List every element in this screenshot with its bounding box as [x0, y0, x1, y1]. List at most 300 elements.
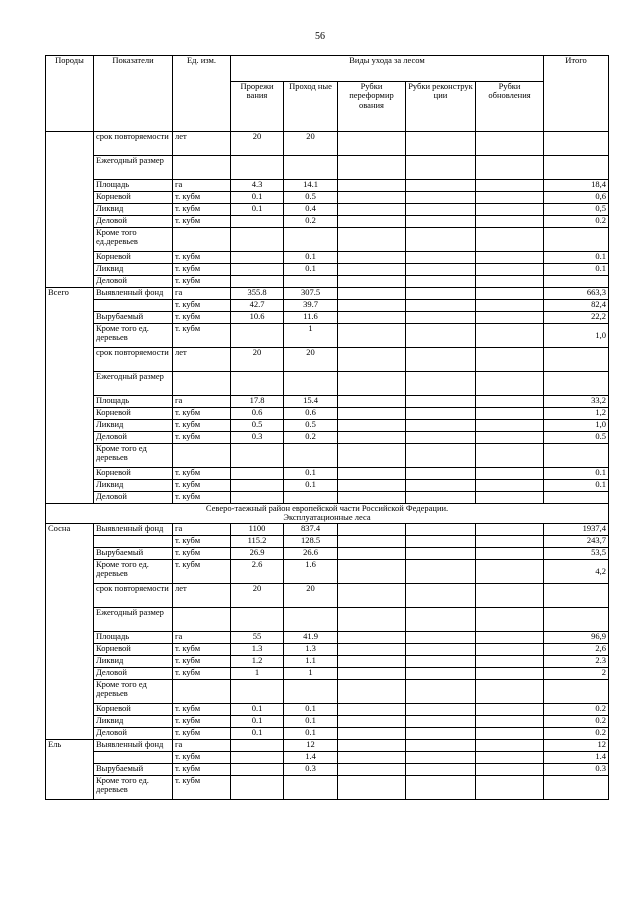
recon-cutting-cell: [406, 559, 476, 583]
table-row: [46, 432, 609, 444]
thinning-cell: 20: [231, 583, 284, 607]
total-cell: 0.2: [544, 216, 609, 228]
renewal-cutting-cell: [476, 775, 544, 799]
table-row: [46, 396, 609, 408]
unit-cell: т. кубм: [173, 192, 231, 204]
thinning-cell: 42.7: [231, 300, 284, 312]
thinning-cell: [231, 264, 284, 276]
table-row: [46, 643, 609, 655]
indicator-cell: Корневой: [94, 252, 173, 264]
total-cell: [544, 348, 609, 372]
total-cell: 1,0: [544, 420, 609, 432]
indicator-cell: Площадь: [94, 180, 173, 192]
renewal-cutting-cell: [476, 444, 544, 468]
recon-cutting-cell: [406, 348, 476, 372]
passing-cell: 14.1: [284, 180, 338, 192]
unit-cell: т. кубм: [173, 408, 231, 420]
passing-cell: 41.9: [284, 631, 338, 643]
passing-cell: 0.1: [284, 480, 338, 492]
table-row: [46, 631, 609, 643]
recon-cutting-cell: [406, 252, 476, 264]
thinning-cell: 0.6: [231, 408, 284, 420]
indicator-cell: Кроме того ед деревьев: [94, 444, 173, 468]
reform-cutting-cell: [338, 643, 406, 655]
passing-cell: 0.5: [284, 420, 338, 432]
indicator-cell: Ежегодный размер: [94, 372, 173, 396]
renewal-cutting-cell: [476, 631, 544, 643]
total-cell: 243,7: [544, 535, 609, 547]
recon-cutting-cell: [406, 288, 476, 300]
reform-cutting-cell: [338, 348, 406, 372]
renewal-cutting-cell: [476, 192, 544, 204]
indicator-cell: Корневой: [94, 643, 173, 655]
recon-cutting-cell: [406, 180, 476, 192]
recon-cutting-cell: [406, 156, 476, 180]
indicator-cell: Вырубаемый: [94, 547, 173, 559]
unit-cell: т. кубм: [173, 559, 231, 583]
table-row: [46, 264, 609, 276]
species-cell: Всего: [46, 288, 94, 504]
reform-cutting-cell: [338, 523, 406, 535]
renewal-cutting-cell: [476, 763, 544, 775]
indicator-cell: Кроме того ед деревьев: [94, 679, 173, 703]
recon-cutting-cell: [406, 631, 476, 643]
renewal-cutting-cell: [476, 288, 544, 300]
thinning-cell: 115.2: [231, 535, 284, 547]
renewal-cutting-cell: [476, 583, 544, 607]
renewal-cutting-cell: [476, 655, 544, 667]
total-cell: [544, 156, 609, 180]
passing-cell: 11.6: [284, 312, 338, 324]
renewal-cutting-cell: [476, 264, 544, 276]
table-row: [46, 180, 609, 192]
passing-cell: 0.4: [284, 204, 338, 216]
total-cell: 82,4: [544, 300, 609, 312]
reform-cutting-cell: [338, 559, 406, 583]
table-row: [46, 324, 609, 348]
renewal-cutting-cell: [476, 679, 544, 703]
recon-cutting-cell: [406, 264, 476, 276]
passing-cell: 26.6: [284, 547, 338, 559]
passing-cell: [284, 607, 338, 631]
reform-cutting-cell: [338, 480, 406, 492]
renewal-cutting-cell: [476, 468, 544, 480]
table-row: [46, 228, 609, 252]
total-cell: 96,9: [544, 631, 609, 643]
recon-cutting-cell: [406, 228, 476, 252]
recon-cutting-cell: [406, 132, 476, 156]
indicator-cell: Ликвид: [94, 204, 173, 216]
table-row: [46, 204, 609, 216]
renewal-cutting-cell: [476, 643, 544, 655]
unit-cell: га: [173, 739, 231, 751]
thinning-cell: [231, 480, 284, 492]
recon-cutting-cell: [406, 643, 476, 655]
reform-cutting-cell: [338, 180, 406, 192]
renewal-cutting-cell: [476, 480, 544, 492]
region-title-line2: Эксплуатационные леса: [283, 512, 371, 523]
recon-cutting-cell: [406, 739, 476, 751]
indicator-cell: Ликвид: [94, 480, 173, 492]
col-header-total: Итого: [544, 56, 609, 132]
species-cell: [46, 132, 94, 288]
table-row: [46, 679, 609, 703]
forest-care-table: [45, 55, 609, 800]
passing-cell: 0.1: [284, 468, 338, 480]
reform-cutting-cell: [338, 192, 406, 204]
renewal-cutting-cell: [476, 252, 544, 264]
table-row: [46, 216, 609, 228]
renewal-cutting-cell: [476, 408, 544, 420]
thinning-cell: 0.1: [231, 703, 284, 715]
table-row: [46, 715, 609, 727]
unit-cell: [173, 444, 231, 468]
thinning-cell: [231, 763, 284, 775]
renewal-cutting-cell: [476, 559, 544, 583]
passing-cell: [284, 228, 338, 252]
region-section-row: [46, 504, 609, 524]
unit-cell: т. кубм: [173, 324, 231, 348]
recon-cutting-cell: [406, 727, 476, 739]
reform-cutting-cell: [338, 372, 406, 396]
renewal-cutting-cell: [476, 324, 544, 348]
reform-cutting-cell: [338, 312, 406, 324]
reform-cutting-cell: [338, 727, 406, 739]
reform-cutting-cell: [338, 607, 406, 631]
recon-cutting-cell: [406, 408, 476, 420]
thinning-cell: [231, 324, 284, 348]
reform-cutting-cell: [338, 420, 406, 432]
total-cell: [544, 372, 609, 396]
renewal-cutting-cell: [476, 492, 544, 504]
species-cell: Ель: [46, 739, 94, 799]
renewal-cutting-cell: [476, 156, 544, 180]
unit-cell: т. кубм: [173, 264, 231, 276]
recon-cutting-cell: [406, 324, 476, 348]
recon-cutting-cell: [406, 300, 476, 312]
reform-cutting-cell: [338, 547, 406, 559]
table-row: [46, 300, 609, 312]
indicator-cell: Выявленный фонд: [94, 288, 173, 300]
species-cell: Сосна: [46, 523, 94, 739]
indicator-cell: Ликвид: [94, 264, 173, 276]
unit-cell: т. кубм: [173, 216, 231, 228]
total-cell: 1,2: [544, 408, 609, 420]
indicator-cell: Кроме того ед. деревьев: [94, 559, 173, 583]
renewal-cutting-cell: [476, 432, 544, 444]
col-header-renewal-cutting: Рубки обновления: [476, 82, 544, 132]
total-cell: [544, 775, 609, 799]
total-cell: 0.3: [544, 763, 609, 775]
reform-cutting-cell: [338, 396, 406, 408]
unit-cell: га: [173, 396, 231, 408]
thinning-cell: 1100: [231, 523, 284, 535]
thinning-cell: 0.3: [231, 432, 284, 444]
total-cell: 0.2: [544, 715, 609, 727]
indicator-cell: Вырубаемый: [94, 312, 173, 324]
recon-cutting-cell: [406, 192, 476, 204]
thinning-cell: 0.1: [231, 727, 284, 739]
col-header-indicators: Показатели: [94, 56, 173, 132]
unit-cell: га: [173, 631, 231, 643]
unit-cell: га: [173, 288, 231, 300]
passing-cell: [284, 679, 338, 703]
passing-cell: [284, 444, 338, 468]
passing-cell: 0.6: [284, 408, 338, 420]
total-cell: 1,0: [544, 324, 609, 348]
indicator-cell: Вырубаемый: [94, 763, 173, 775]
renewal-cutting-cell: [476, 535, 544, 547]
table-row: [46, 348, 609, 372]
thinning-cell: [231, 492, 284, 504]
indicator-cell: Выявленный фонд: [94, 739, 173, 751]
reform-cutting-cell: [338, 763, 406, 775]
indicator-cell: Корневой: [94, 468, 173, 480]
recon-cutting-cell: [406, 372, 476, 396]
recon-cutting-cell: [406, 480, 476, 492]
unit-cell: [173, 228, 231, 252]
renewal-cutting-cell: [476, 204, 544, 216]
table-row: [46, 288, 609, 300]
unit-cell: т. кубм: [173, 643, 231, 655]
thinning-cell: 1.3: [231, 643, 284, 655]
passing-cell: 1.1: [284, 655, 338, 667]
thinning-cell: [231, 607, 284, 631]
recon-cutting-cell: [406, 312, 476, 324]
thinning-cell: 20: [231, 132, 284, 156]
total-cell: 22,2: [544, 312, 609, 324]
reform-cutting-cell: [338, 324, 406, 348]
passing-cell: 12: [284, 739, 338, 751]
unit-cell: т. кубм: [173, 727, 231, 739]
table-row: [46, 132, 609, 156]
reform-cutting-cell: [338, 228, 406, 252]
total-cell: 0.1: [544, 468, 609, 480]
indicator-cell: Деловой: [94, 276, 173, 288]
passing-cell: 15.4: [284, 396, 338, 408]
total-cell: [544, 583, 609, 607]
renewal-cutting-cell: [476, 727, 544, 739]
thinning-cell: 0.1: [231, 204, 284, 216]
reform-cutting-cell: [338, 432, 406, 444]
table-row: [46, 523, 609, 535]
renewal-cutting-cell: [476, 667, 544, 679]
unit-cell: лет: [173, 348, 231, 372]
indicator-cell: Площадь: [94, 631, 173, 643]
total-cell: [544, 679, 609, 703]
thinning-cell: 355.8: [231, 288, 284, 300]
thinning-cell: 0.1: [231, 715, 284, 727]
passing-cell: 1: [284, 667, 338, 679]
reform-cutting-cell: [338, 703, 406, 715]
indicator-cell: Деловой: [94, 216, 173, 228]
passing-cell: 837.4: [284, 523, 338, 535]
thinning-cell: 0.5: [231, 420, 284, 432]
unit-cell: лет: [173, 583, 231, 607]
indicator-cell: Ежегодный размер: [94, 156, 173, 180]
reform-cutting-cell: [338, 300, 406, 312]
total-cell: 2,6: [544, 643, 609, 655]
unit-cell: га: [173, 180, 231, 192]
col-header-thinning: Прорежи вания: [231, 82, 284, 132]
col-header-species: Породы: [46, 56, 94, 132]
table-row: [46, 583, 609, 607]
total-cell: 1937,4: [544, 523, 609, 535]
thinning-cell: 20: [231, 348, 284, 372]
recon-cutting-cell: [406, 751, 476, 763]
unit-cell: га: [173, 523, 231, 535]
table-row: [46, 192, 609, 204]
passing-cell: 20: [284, 132, 338, 156]
unit-cell: т. кубм: [173, 312, 231, 324]
reform-cutting-cell: [338, 276, 406, 288]
passing-cell: [284, 276, 338, 288]
total-cell: 0.1: [544, 252, 609, 264]
unit-cell: т. кубм: [173, 468, 231, 480]
recon-cutting-cell: [406, 420, 476, 432]
table-row: [46, 535, 609, 547]
total-cell: 18,4: [544, 180, 609, 192]
renewal-cutting-cell: [476, 751, 544, 763]
unit-cell: т. кубм: [173, 715, 231, 727]
reform-cutting-cell: [338, 444, 406, 468]
unit-cell: лет: [173, 132, 231, 156]
passing-cell: [284, 156, 338, 180]
recon-cutting-cell: [406, 715, 476, 727]
total-cell: 663,3: [544, 288, 609, 300]
passing-cell: 20: [284, 583, 338, 607]
table-row: [46, 420, 609, 432]
total-cell: 33,2: [544, 396, 609, 408]
passing-cell: [284, 492, 338, 504]
passing-cell: 0.1: [284, 727, 338, 739]
indicator-cell: Деловой: [94, 727, 173, 739]
total-cell: [544, 276, 609, 288]
thinning-cell: [231, 252, 284, 264]
indicator-cell: срок повторяемости: [94, 583, 173, 607]
thinning-cell: 55: [231, 631, 284, 643]
recon-cutting-cell: [406, 216, 476, 228]
reform-cutting-cell: [338, 775, 406, 799]
total-cell: [544, 492, 609, 504]
unit-cell: т. кубм: [173, 703, 231, 715]
passing-cell: 1.3: [284, 643, 338, 655]
thinning-cell: [231, 276, 284, 288]
unit-cell: т. кубм: [173, 655, 231, 667]
renewal-cutting-cell: [476, 348, 544, 372]
indicator-cell: Ликвид: [94, 715, 173, 727]
total-cell: 2.3: [544, 655, 609, 667]
indicator-cell: Кроме того ед. деревьев: [94, 775, 173, 799]
reform-cutting-cell: [338, 468, 406, 480]
unit-cell: т. кубм: [173, 751, 231, 763]
indicator-cell: Выявленный фонд: [94, 523, 173, 535]
total-cell: 0.5: [544, 432, 609, 444]
recon-cutting-cell: [406, 444, 476, 468]
reform-cutting-cell: [338, 288, 406, 300]
indicator-cell: срок повторяемости: [94, 132, 173, 156]
renewal-cutting-cell: [476, 523, 544, 535]
passing-cell: [284, 372, 338, 396]
indicator-cell: Корневой: [94, 192, 173, 204]
passing-cell: 1.6: [284, 559, 338, 583]
table-row: [46, 763, 609, 775]
table-row: [46, 444, 609, 468]
reform-cutting-cell: [338, 631, 406, 643]
col-header-passing: Проход ные: [284, 82, 338, 132]
renewal-cutting-cell: [476, 372, 544, 396]
renewal-cutting-cell: [476, 132, 544, 156]
table-row: [46, 156, 609, 180]
table-row: [46, 276, 609, 288]
table-row: [46, 492, 609, 504]
reform-cutting-cell: [338, 739, 406, 751]
indicator-cell: Кроме того ед. деревьев: [94, 324, 173, 348]
thinning-cell: 2.6: [231, 559, 284, 583]
total-cell: 1.4: [544, 751, 609, 763]
passing-cell: 128.5: [284, 535, 338, 547]
page-number: 56: [315, 31, 325, 42]
unit-cell: т. кубм: [173, 492, 231, 504]
passing-cell: 39.7: [284, 300, 338, 312]
recon-cutting-cell: [406, 432, 476, 444]
indicator-cell: [94, 535, 173, 547]
indicator-cell: Деловой: [94, 432, 173, 444]
passing-cell: 0.3: [284, 763, 338, 775]
thinning-cell: [231, 372, 284, 396]
renewal-cutting-cell: [476, 703, 544, 715]
recon-cutting-cell: [406, 535, 476, 547]
passing-cell: 0.2: [284, 216, 338, 228]
table-row: [46, 312, 609, 324]
total-cell: 0.1: [544, 264, 609, 276]
region-title-line1: Северо-таежный район европейской части Российской Федерации.: [205, 503, 449, 513]
total-cell: 12: [544, 739, 609, 751]
indicator-cell: Ликвид: [94, 655, 173, 667]
region-title: [46, 504, 609, 524]
recon-cutting-cell: [406, 775, 476, 799]
recon-cutting-cell: [406, 204, 476, 216]
total-cell: [544, 607, 609, 631]
total-cell: 0.1: [544, 480, 609, 492]
table-row: [46, 667, 609, 679]
table-row: [46, 372, 609, 396]
passing-cell: 0.1: [284, 252, 338, 264]
thinning-cell: 10.6: [231, 312, 284, 324]
table-row: [46, 655, 609, 667]
unit-cell: [173, 156, 231, 180]
table-row: [46, 739, 609, 751]
indicator-cell: [94, 300, 173, 312]
passing-cell: 1: [284, 324, 338, 348]
reform-cutting-cell: [338, 535, 406, 547]
unit-cell: [173, 679, 231, 703]
table-row: [46, 252, 609, 264]
total-cell: [544, 228, 609, 252]
unit-cell: т. кубм: [173, 300, 231, 312]
unit-cell: т. кубм: [173, 420, 231, 432]
thinning-cell: [231, 739, 284, 751]
passing-cell: 0.1: [284, 264, 338, 276]
table-row: [46, 703, 609, 715]
total-cell: 0.2: [544, 727, 609, 739]
table-row: [46, 727, 609, 739]
total-cell: 0,6: [544, 192, 609, 204]
total-cell: [544, 132, 609, 156]
reform-cutting-cell: [338, 751, 406, 763]
passing-cell: 1.4: [284, 751, 338, 763]
reform-cutting-cell: [338, 715, 406, 727]
